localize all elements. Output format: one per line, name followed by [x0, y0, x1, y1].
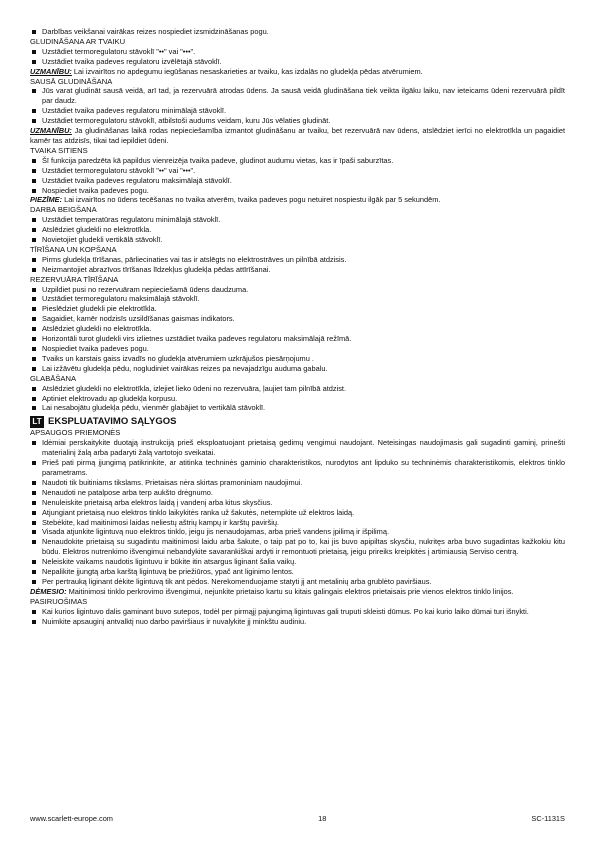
list-item: Darbības veikšanai vairākas reizes nospiediet izsmidzināšanas pogu. — [30, 27, 565, 37]
list-item: Uzpildiet pusi no rezervuāram nepieciešamā ūdens daudzuma. — [30, 285, 565, 295]
warning-text: Ja gludināšanas laikā rodas nepieciešamība izmantot gludināšanu ar tvaiku, bet rezervuārā nav ūdens, atslēdziet ierīci no elektrotīkla un pagaidiet kamēr tas atdzisīs, tikai tad iepildiet ūdeni. — [30, 126, 565, 145]
list-item: Atslēdziet gludekli no elektrotīkla, izlejiet lieko ūdeni no rezervuāra, ļaujiet tam pilnībā atdzist. — [30, 384, 565, 394]
list-item: Jūs varat gludināt sausā veidā, arī tad, ja rezervuārā atrodas ūdens. Ja sausā veidā gludināšana tiek veikta ilgāku laiku, nav ieteicams ūdeni rezervuārā pildīt par daudz. — [30, 86, 565, 106]
warning-label: UZMANĪBU: — [30, 66, 72, 76]
model-number: SC-1131S — [531, 814, 565, 823]
website-url: www.scarlett-europe.com — [30, 814, 113, 823]
list-item: Naudoti tik buitiniams tikslams. Prietaisas nėra skirtas pramoniniam naudojimui. — [30, 478, 565, 488]
list-item: Lai nesabojātu gludekļa pēdu, vienmēr glabājiet to vertikālā stāvoklī. — [30, 403, 565, 413]
list-item: Per pertrauką liginant dėkite ligintuvą tik ant pėdos. Nerekomenduojame statyti jį ant metalinių arba grublėto paviršiaus. — [30, 577, 565, 587]
manual-page — [30, 27, 565, 626]
list-item: Uzstādiet termoregulatoru stāvoklī, atbilstoši audums veidam, kuru Jūs vēlaties gludināt. — [30, 116, 565, 126]
section-heading: GLABĀŠANA — [30, 373, 77, 383]
note — [30, 195, 565, 205]
list-item: Uzstādiet temperatūras regulatoru minimālajā stāvoklī. — [30, 215, 565, 225]
list-item: Aptiniet elektrovadu ap gludekļa korpusu. — [30, 394, 565, 404]
page-footer — [30, 814, 565, 823]
warning-label: DĖMESIO: — [30, 586, 67, 596]
warning-text: Lai izvairītos no apdegumu iegūšanas nesaskarieties ar tvaiku, kas izdalās no gludekļa pēdas atvērumiem. — [71, 66, 423, 76]
note-label: PIEZĪME: — [30, 195, 63, 205]
list-item: Nepalikite įjungtą arba karštą ligintuvą be priežiūros, ypač ant liginimo lentos. — [30, 567, 565, 577]
list-item: Nenaudoti ne patalpose arba terp aukšto drėgnumo. — [30, 488, 565, 498]
list-item: Uzstādiet tvaika padeves regulatoru minimālajā stāvoklī. — [30, 106, 565, 116]
language-badge: LT — [30, 416, 44, 428]
list-item: Uzstādiet termoregulatoru maksimālajā stāvoklī. — [30, 294, 565, 304]
list-item: Atjungiant prietaisą nuo elektros tinklo laikykitės ranka už šakutės, netempkite už elektros laidą. — [30, 508, 565, 518]
list-item: Nenaudokite prietaisą su sugadintu maitinimosi laidu arba šakute, o taip pat po to, kai jis buvo apipiltas skysčiu, nukritęs arba buvo sugadintas kažkokiu kitu būdu. Elektros nutrenkimo išvengimui nebandykite savarankiškai ardyti ir remontuoti prietaisą, jeigu prireiks kreipkitės į artimiausią Serviso centrą. — [30, 537, 565, 557]
section-title: EKSPLUATAVIMO SĄLYGOS — [48, 416, 177, 428]
warning-note — [30, 126, 565, 146]
list-item: Novietojiet gludekli vertikālā stāvoklī. — [30, 235, 565, 245]
list-item: Šī funkcija paredzēta kā papildus vienreizēja tvaika padeve, gludinot audumu vietas, kas ir īpaši saburzītas. — [30, 156, 565, 166]
section-heading: TĪRĪŠANA UN KOPŠANA — [30, 244, 117, 254]
list-item: Kai kurios ligintuvo dalis gaminant buvo sutepos, todėl per pirmąjį pajungimą ligintuvas gali truputi skleisti dūmus. Po kai kurio laiko dūmai turi išnykti. — [30, 607, 565, 617]
list-item: Uzstādiet termoregulatoru stāvoklī "••" vai "•••". — [30, 166, 565, 176]
list-item: Pieslēdziet gludekli pie elektrotīkla. — [30, 304, 565, 314]
warning-note — [30, 587, 565, 597]
list-item: Uzstādiet tvaika padeves regulatoru maksimālajā stāvoklī. — [30, 176, 565, 186]
list-item: Atslēdziet gludekli no elektrotīkla. — [30, 324, 565, 334]
list-item: Atslēdziet gludekli no elektrotīkla. — [30, 225, 565, 235]
list-item: Neizmantojiet abrazīvos tīrīšanas līdzekļus gludekļa pēdas attīrīšanai. — [30, 265, 565, 275]
list-item: Nospiediet tvaika padeves pogu. — [30, 186, 565, 196]
list-item: Pirms gludekļa tīrīšanas, pārliecinaties vai tas ir atslēgts no elektrostrāves un pilnībā atdzisis. — [30, 255, 565, 265]
section-heading: APSAUGOS PRIEMONĖS — [30, 428, 121, 438]
section-heading: TVAIKA SITIENS — [30, 145, 88, 155]
list-item: Horizontāli turot gludekli virs izlietnes uzstādiet tvaika padeves regulatoru maksimālajā režīmā. — [30, 334, 565, 344]
list-item: Lai izžāvētu gludekļa pēdu, nogludiniet vairākas reizes pa nevajadzīgu auduma gabalu. — [30, 364, 565, 374]
list-item: Sagaidiet, kamēr nodzisīs uzsildīšanas gaismas indikators. — [30, 314, 565, 324]
page-number: 18 — [318, 814, 327, 823]
list-item: Uzstādiet tvaika padeves regulatoru izvēlētajā stāvoklī. — [30, 57, 565, 67]
warning-text: Maitinimosi tinklo perkrovimo išvengimui, nejunkite prietaiso kartu su kitais galingais elektros prietaisais prie vienos elektros tinklo linijos. — [66, 586, 514, 596]
section-heading: REZERVUĀRA TĪRĪŠANA — [30, 274, 119, 284]
list-item: Nospiediet tvaika padeves pogu. — [30, 344, 565, 354]
note-text: Lai izvairītos no ūdens tecēšanas no tvaika atverēm, tvaika padeves pogu netuiret nospiestu ilgāk par 5 sekundēm. — [62, 195, 441, 205]
list-item: Idėmiai perskaitykite duotąją instrukciją prieš eksploatuojant prietaisą gedimų vengimui naudojant. Neteisingas naudojimasis gali sugadinti gaminį, prinešti materialinį žalą arba padaryti žalą vartotojo sveikatai. — [30, 438, 565, 458]
list-item: Stebėkite, kad maitinimosi laidas neliestų aštrių kampų ir karštų paviršių. — [30, 518, 565, 528]
list-item: Uzstādiet termoregulatoru stāvoklī "••" vai "•••". — [30, 47, 565, 57]
list-item: Tvaiks un karstais gaiss izvadīs no gludekļa atvērumiem uzkrājušos piesārņojumu . — [30, 354, 565, 364]
list-item: Nuimkite apsauginį antvalktį nuo darbo paviršiaus ir nuvalykite jį minkštu audiniu. — [30, 617, 565, 627]
list-item: Neleiskite vaikams naudotis ligintuvu ir būkite itin atsargus liginant šalia vaikų. — [30, 557, 565, 567]
section-heading: GLUDINĀŠANA AR TVAIKU — [30, 36, 126, 46]
section-heading: PASIRUOŠIMAS — [30, 596, 88, 606]
section-heading: DARBA BEIGŠANA — [30, 205, 97, 215]
list-item: Visada atjunkite ligintuvą nuo elektros tinklo, jeigu jis nenaudojamas, arba prieš vandens įpilimą ir išpilimą. — [30, 527, 565, 537]
list-item: Prieš pati pirmą įjungimą patikrinkite, ar atitinka techninės gaminio charakteristikos, nurodytos ant lipduko su techninėmis charakteristikomis, elektros tinklo parametrams. — [30, 458, 565, 478]
warning-label: UZMANĪBU: — [30, 126, 72, 136]
language-section-title — [30, 415, 565, 428]
list-item: Nenuleiskite prietaisą arba elektros laidą į vandenį arba kitus skysčius. — [30, 498, 565, 508]
section-heading: SAUSĀ GLUDINĀŠANA — [30, 76, 113, 86]
warning-note — [30, 67, 565, 77]
